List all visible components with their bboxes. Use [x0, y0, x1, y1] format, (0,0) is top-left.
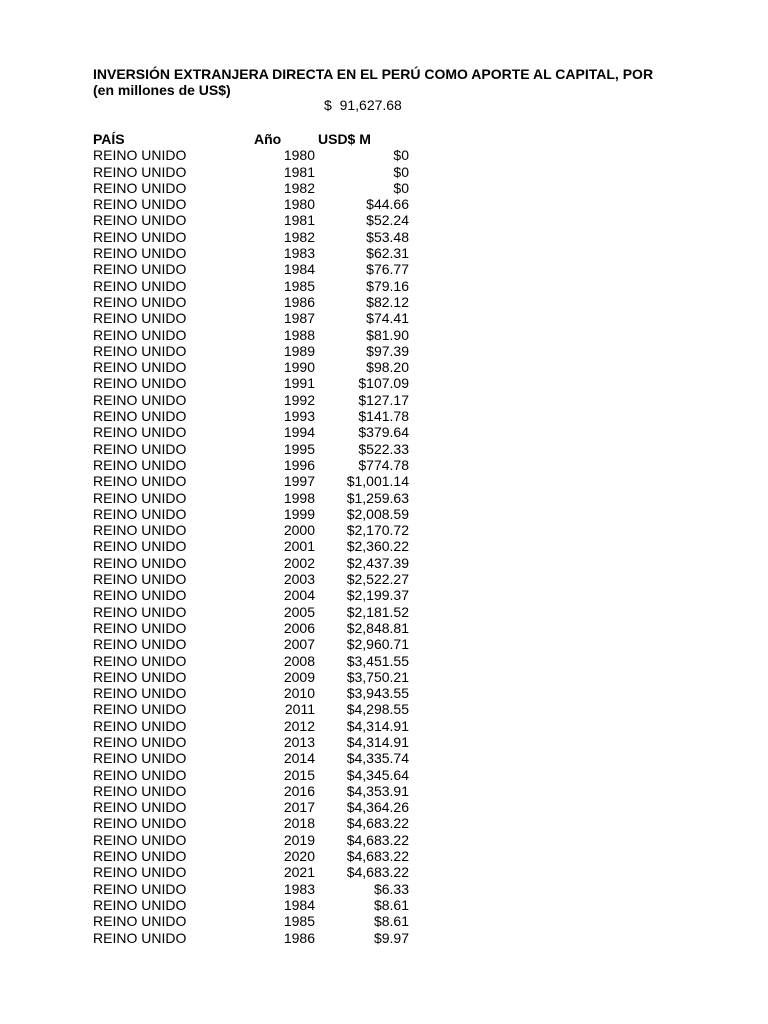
table-row — [93, 571, 409, 587]
cell-usd: $3,750.21 — [346, 668, 409, 685]
cell-usd: $1,001.14 — [346, 473, 409, 490]
cell-pais: REINO UNIDO — [93, 440, 187, 457]
cell-anio: 1985 — [283, 913, 315, 930]
cell-usd: $76.77 — [366, 261, 409, 278]
cell-anio: 2011 — [284, 701, 315, 718]
cell-anio: 1996 — [283, 456, 315, 473]
cell-pais: REINO UNIDO — [93, 342, 187, 359]
cell-anio: 1981 — [283, 212, 315, 229]
total-amount: $ 91,627.68 — [324, 97, 402, 113]
cell-anio: 2015 — [283, 766, 315, 783]
table-row — [93, 245, 409, 261]
table-row — [93, 685, 409, 701]
cell-usd: $8.61 — [373, 896, 409, 913]
cell-usd: $4,314.91 — [346, 717, 409, 734]
cell-anio: 2021 — [283, 864, 315, 881]
cell-anio: 2004 — [283, 587, 315, 604]
cell-usd: $2,960.71 — [346, 636, 409, 653]
table-row — [93, 881, 409, 897]
cell-usd: $2,522.27 — [346, 571, 409, 588]
table-row — [93, 701, 409, 717]
table-row — [93, 343, 409, 359]
document-title — [93, 66, 653, 99]
investment-table — [93, 131, 409, 946]
cell-pais: REINO UNIDO — [93, 782, 187, 799]
cell-pais: REINO UNIDO — [93, 212, 187, 229]
cell-usd: $4,683.22 — [346, 864, 409, 881]
cell-pais: REINO UNIDO — [93, 668, 187, 685]
title-line-1: INVERSIÓN EXTRANJERA DIRECTA EN EL PERÚ COMO APORTE AL CAPITAL, POR — [93, 66, 654, 82]
table-row — [93, 359, 409, 375]
cell-usd: $52.24 — [366, 212, 409, 229]
cell-anio: 2013 — [283, 733, 315, 750]
cell-pais: REINO UNIDO — [93, 913, 187, 930]
table-row — [93, 196, 409, 212]
cell-pais: REINO UNIDO — [93, 733, 187, 750]
cell-pais: REINO UNIDO — [93, 652, 187, 669]
cell-anio: 1984 — [283, 896, 315, 913]
table-row — [93, 604, 409, 620]
cell-usd: $1,259.63 — [346, 489, 409, 506]
cell-usd: $4,683.22 — [346, 848, 409, 865]
cell-anio: 1983 — [283, 245, 315, 262]
cell-anio: 1993 — [283, 408, 315, 425]
cell-anio: 1980 — [283, 147, 315, 164]
cell-anio: 1982 — [283, 179, 315, 196]
cell-anio: 2002 — [283, 554, 315, 571]
cell-usd: $141.78 — [358, 408, 409, 425]
table-row — [93, 375, 409, 391]
cell-pais: REINO UNIDO — [93, 163, 187, 180]
cell-pais: REINO UNIDO — [93, 245, 187, 262]
cell-anio: 2020 — [283, 848, 315, 865]
cell-usd: $62.31 — [366, 245, 409, 262]
cell-pais: REINO UNIDO — [93, 685, 187, 702]
cell-usd: $2,437.39 — [346, 554, 409, 571]
table-row — [93, 783, 409, 799]
table-row — [93, 310, 409, 326]
cell-usd: $0 — [393, 147, 409, 164]
table-row — [93, 587, 409, 603]
header-anio: Año — [254, 131, 282, 147]
cell-usd: $98.20 — [366, 359, 409, 376]
table-row — [93, 734, 409, 750]
table-row — [93, 229, 409, 245]
table-row — [93, 750, 409, 766]
cell-usd: $2,360.22 — [346, 538, 409, 555]
table-row — [93, 636, 409, 652]
cell-anio: 2014 — [283, 750, 315, 767]
cell-anio: 2008 — [283, 652, 315, 669]
cell-pais: REINO UNIDO — [93, 538, 187, 555]
cell-pais: REINO UNIDO — [93, 277, 187, 294]
cell-pais: REINO UNIDO — [93, 848, 187, 865]
cell-anio: 1989 — [283, 342, 315, 359]
cell-usd: $4,683.22 — [346, 831, 409, 848]
table-row — [93, 212, 409, 228]
cell-pais: REINO UNIDO — [93, 636, 187, 653]
cell-anio: 2007 — [283, 636, 315, 653]
cell-pais: REINO UNIDO — [93, 375, 187, 392]
cell-anio: 1992 — [283, 391, 315, 408]
cell-pais: REINO UNIDO — [93, 391, 187, 408]
cell-anio: 1999 — [283, 505, 315, 522]
cell-anio: 2018 — [283, 815, 315, 832]
cell-pais: REINO UNIDO — [93, 424, 187, 441]
cell-pais: REINO UNIDO — [93, 717, 187, 734]
cell-usd: $53.48 — [366, 228, 409, 245]
table-row — [93, 261, 409, 277]
cell-usd: $4,345.64 — [346, 766, 409, 783]
cell-usd: $0 — [393, 163, 409, 180]
table-row — [93, 832, 409, 848]
table-row — [93, 897, 409, 913]
cell-usd: $79.16 — [366, 277, 409, 294]
cell-anio: 1985 — [283, 277, 315, 294]
table-row — [93, 457, 409, 473]
table-row — [93, 164, 409, 180]
cell-pais: REINO UNIDO — [93, 587, 187, 604]
cell-pais: REINO UNIDO — [93, 228, 187, 245]
cell-anio: 2000 — [283, 522, 315, 539]
table-row — [93, 669, 409, 685]
table-row — [93, 522, 409, 538]
table-row — [93, 327, 409, 343]
cell-usd: $6.33 — [373, 880, 409, 897]
table-row — [93, 538, 409, 554]
table-row — [93, 767, 409, 783]
cell-anio: 2009 — [283, 668, 315, 685]
cell-anio: 1995 — [283, 440, 315, 457]
cell-pais: REINO UNIDO — [93, 750, 187, 767]
cell-pais: REINO UNIDO — [93, 815, 187, 832]
cell-pais: REINO UNIDO — [93, 831, 187, 848]
cell-usd: $774.78 — [358, 456, 409, 473]
cell-pais: REINO UNIDO — [93, 359, 187, 376]
cell-pais: REINO UNIDO — [93, 929, 187, 946]
cell-usd: $9.97 — [373, 929, 409, 946]
cell-usd: $4,364.26 — [346, 799, 409, 816]
cell-pais: REINO UNIDO — [93, 456, 187, 473]
table-body — [93, 147, 409, 946]
table-row — [93, 653, 409, 669]
table-header-row — [93, 131, 409, 147]
cell-anio: 1991 — [283, 375, 315, 392]
cell-pais: REINO UNIDO — [93, 310, 187, 327]
cell-anio: 2003 — [283, 571, 315, 588]
cell-pais: REINO UNIDO — [93, 701, 187, 718]
cell-anio: 2010 — [283, 685, 315, 702]
cell-anio: 1980 — [283, 196, 315, 213]
table-row — [93, 147, 409, 163]
cell-usd: $4,683.22 — [346, 815, 409, 832]
cell-anio: 2001 — [283, 538, 315, 555]
table-row — [93, 441, 409, 457]
cell-usd: $0 — [393, 179, 409, 196]
cell-pais: REINO UNIDO — [93, 261, 187, 278]
table-row — [93, 848, 409, 864]
table-row — [93, 864, 409, 880]
table-row — [93, 930, 409, 946]
cell-anio: 1984 — [283, 261, 315, 278]
cell-pais: REINO UNIDO — [93, 880, 187, 897]
cell-anio: 2019 — [283, 831, 315, 848]
cell-usd: $4,353.91 — [346, 782, 409, 799]
table-row — [93, 913, 409, 929]
table-row — [93, 490, 409, 506]
cell-pais: REINO UNIDO — [93, 489, 187, 506]
cell-anio: 1988 — [283, 326, 315, 343]
cell-pais: REINO UNIDO — [93, 147, 187, 164]
cell-pais: REINO UNIDO — [93, 571, 187, 588]
cell-pais: REINO UNIDO — [93, 619, 187, 636]
cell-usd: $2,008.59 — [346, 505, 409, 522]
cell-anio: 1986 — [283, 929, 315, 946]
cell-pais: REINO UNIDO — [93, 799, 187, 816]
table-row — [93, 278, 409, 294]
cell-pais: REINO UNIDO — [93, 505, 187, 522]
table-row — [93, 620, 409, 636]
cell-usd: $3,451.55 — [346, 652, 409, 669]
header-pais: PAÍS — [93, 131, 125, 147]
cell-anio: 1998 — [283, 489, 315, 506]
table-row — [93, 555, 409, 571]
cell-usd: $2,199.37 — [346, 587, 409, 604]
table-row — [93, 408, 409, 424]
table-row — [93, 815, 409, 831]
cell-anio: 1994 — [283, 424, 315, 441]
cell-usd: $4,314.91 — [346, 733, 409, 750]
table-row — [93, 799, 409, 815]
cell-anio: 1990 — [283, 359, 315, 376]
cell-anio: 1986 — [283, 293, 315, 310]
cell-usd: $74.41 — [366, 310, 409, 327]
cell-usd: $2,170.72 — [346, 522, 409, 539]
cell-pais: REINO UNIDO — [93, 864, 187, 881]
cell-usd: $2,181.52 — [346, 603, 409, 620]
cell-usd: $2,848.81 — [346, 619, 409, 636]
table-row — [93, 180, 409, 196]
table-row — [93, 424, 409, 440]
cell-pais: REINO UNIDO — [93, 522, 187, 539]
cell-usd: $4,335.74 — [346, 750, 409, 767]
cell-pais: REINO UNIDO — [93, 473, 187, 490]
cell-usd: $127.17 — [358, 391, 409, 408]
cell-usd: $81.90 — [366, 326, 409, 343]
cell-anio: 2006 — [283, 619, 315, 636]
cell-usd: $8.61 — [373, 913, 409, 930]
cell-pais: REINO UNIDO — [93, 179, 187, 196]
table-row — [93, 718, 409, 734]
cell-pais: REINO UNIDO — [93, 554, 187, 571]
cell-usd: $4,298.55 — [346, 701, 409, 718]
table-row — [93, 392, 409, 408]
cell-pais: REINO UNIDO — [93, 196, 187, 213]
title-line-2: (en millones de US$) — [93, 82, 231, 99]
cell-pais: REINO UNIDO — [93, 293, 187, 310]
cell-anio: 2012 — [283, 717, 315, 734]
cell-anio: 2017 — [283, 799, 315, 816]
cell-usd: $82.12 — [366, 293, 409, 310]
cell-pais: REINO UNIDO — [93, 896, 187, 913]
table-row — [93, 506, 409, 522]
cell-anio: 1997 — [283, 473, 315, 490]
cell-anio: 2005 — [283, 603, 315, 620]
cell-pais: REINO UNIDO — [93, 603, 187, 620]
table-row — [93, 294, 409, 310]
cell-pais: REINO UNIDO — [93, 408, 187, 425]
cell-usd: $107.09 — [358, 375, 409, 392]
cell-usd: $44.66 — [366, 196, 409, 213]
cell-anio: 1987 — [283, 310, 315, 327]
cell-pais: REINO UNIDO — [93, 326, 187, 343]
cell-anio: 1983 — [283, 880, 315, 897]
cell-usd: $3,943.55 — [346, 685, 409, 702]
cell-anio: 1982 — [283, 228, 315, 245]
cell-usd: $522.33 — [358, 440, 409, 457]
cell-anio: 2016 — [283, 782, 315, 799]
cell-pais: REINO UNIDO — [93, 766, 187, 783]
cell-usd: $379.64 — [358, 424, 409, 441]
cell-usd: $97.39 — [366, 342, 409, 359]
table-row — [93, 473, 409, 489]
cell-anio: 1981 — [283, 163, 315, 180]
header-usd: USD$ M — [318, 131, 371, 147]
